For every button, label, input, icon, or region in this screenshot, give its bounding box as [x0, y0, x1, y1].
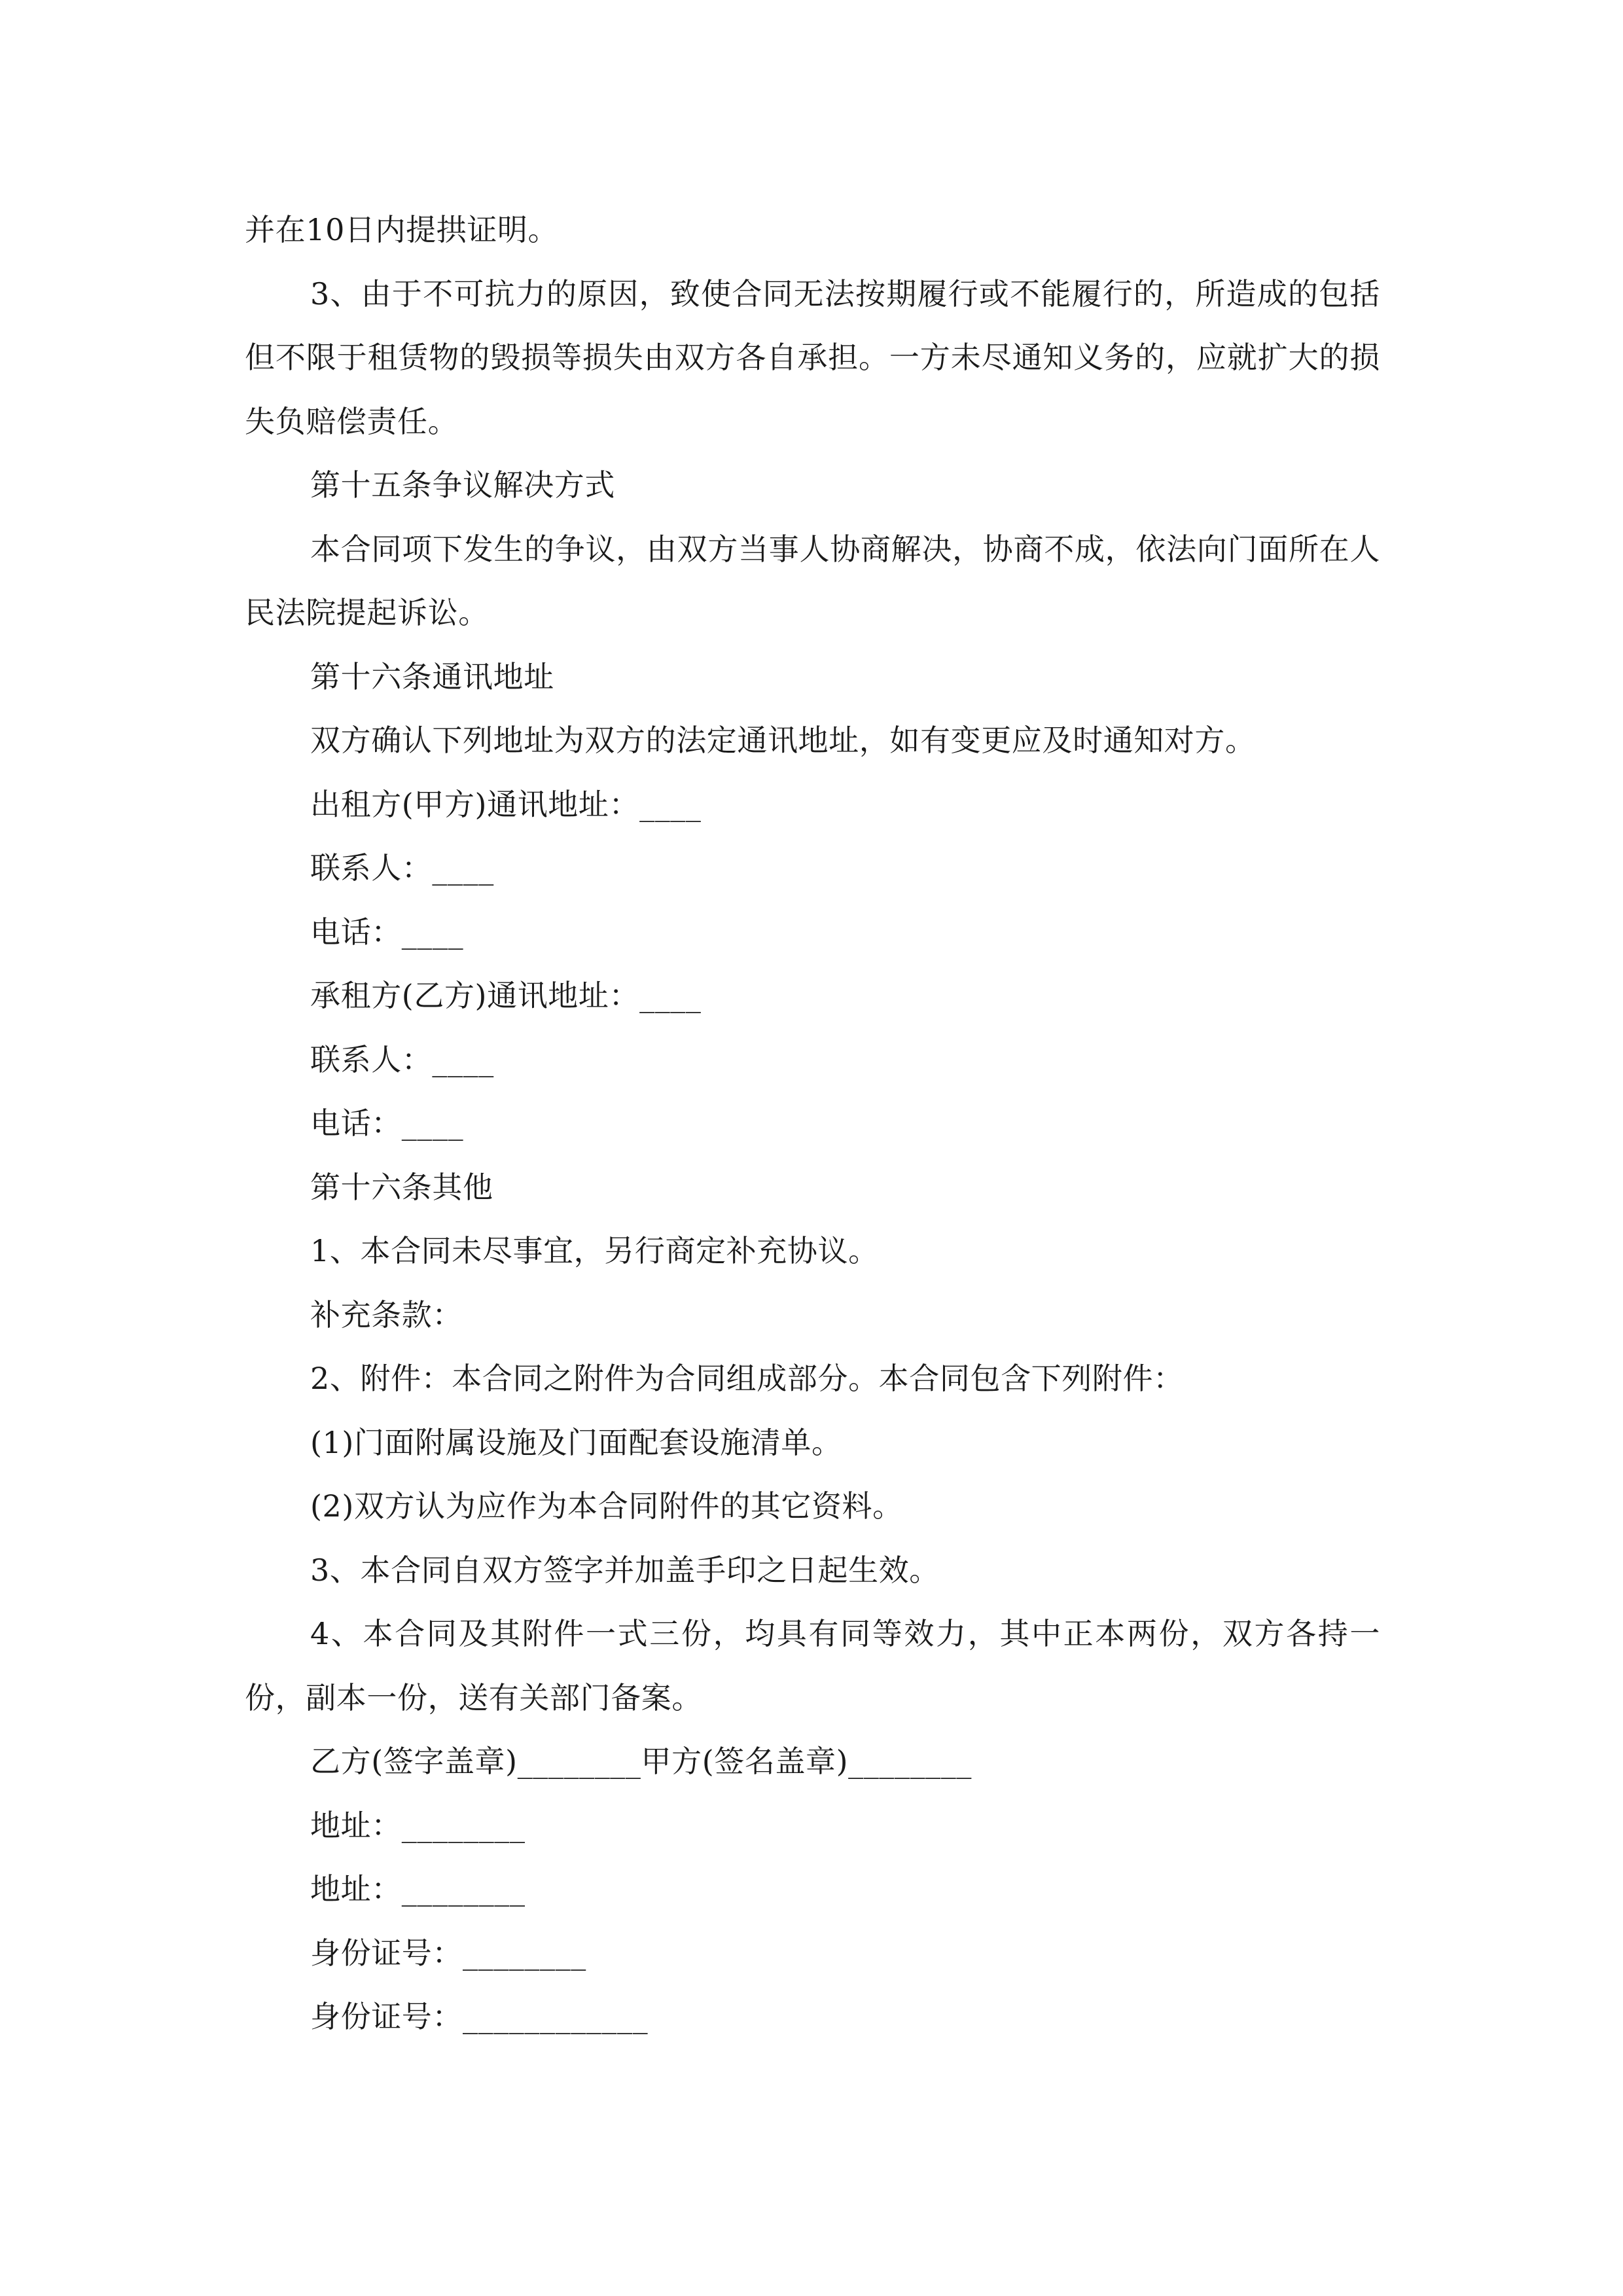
paragraph: 3、由于不可抗力的原因，致使合同无法按期履行或不能履行的，所造成的包括但不限于租赁物的毁损等损失由双方各自承担。一方未尽通知义务的，应就扩大的损失负赔偿责任。: [245, 276, 1380, 439]
form-line: 身份证号：____________: [310, 1999, 649, 2034]
section-heading: 第十五条争议解决方式: [310, 467, 615, 503]
signature-line: 乙方(签字盖章)________甲方(签名盖章)________: [310, 1744, 972, 1779]
form-line: 承租方(乙方)通讯地址：____: [310, 978, 702, 1013]
section-heading: 第十六条通讯地址: [310, 658, 554, 694]
paragraph: 本合同项下发生的争议，由双方当事人协商解决，协商不成，依法向门面所在人民法院提起诉讼。: [245, 531, 1380, 630]
paragraph: 双方确认下列地址为双方的法定通讯地址，如有变更应及时通知对方。: [310, 723, 1256, 758]
form-line: 联系人：____: [310, 850, 494, 886]
list-item: (2)双方认为应作为本合同附件的其它资料。: [310, 1488, 903, 1524]
form-line: 电话：____: [310, 1105, 464, 1141]
form-line: 联系人：____: [310, 1041, 494, 1077]
form-line: 地址：________: [310, 1807, 526, 1843]
paragraph: 2、附件：本合同之附件为合同组成部分。本合同包含下列附件：: [310, 1361, 1184, 1396]
form-line: 身份证号：________: [310, 1935, 586, 1971]
paragraph: 3、本合同自双方签字并加盖手印之日起生效。: [310, 1552, 940, 1588]
form-line: 出租方(甲方)通讯地址：____: [310, 786, 702, 822]
paragraph: 补充条款：: [310, 1297, 463, 1333]
form-line: 地址：________: [310, 1871, 526, 1907]
list-item: (1)门面附属设施及门面配套设施清单。: [310, 1424, 842, 1460]
form-line: 电话：____: [310, 914, 464, 950]
paragraph: 4、本合同及其附件一式三份，均具有同等效力，其中正本两份，双方各持一份，副本一份，送有关部门备案。: [245, 1616, 1380, 1715]
section-heading: 第十六条其他: [310, 1169, 493, 1205]
paragraph: 并在10日内提拱证明。: [245, 212, 559, 247]
document-body: [245, 198, 1380, 2049]
paragraph: 1、本合同未尽事宜，另行商定补充协议。: [310, 1233, 879, 1268]
